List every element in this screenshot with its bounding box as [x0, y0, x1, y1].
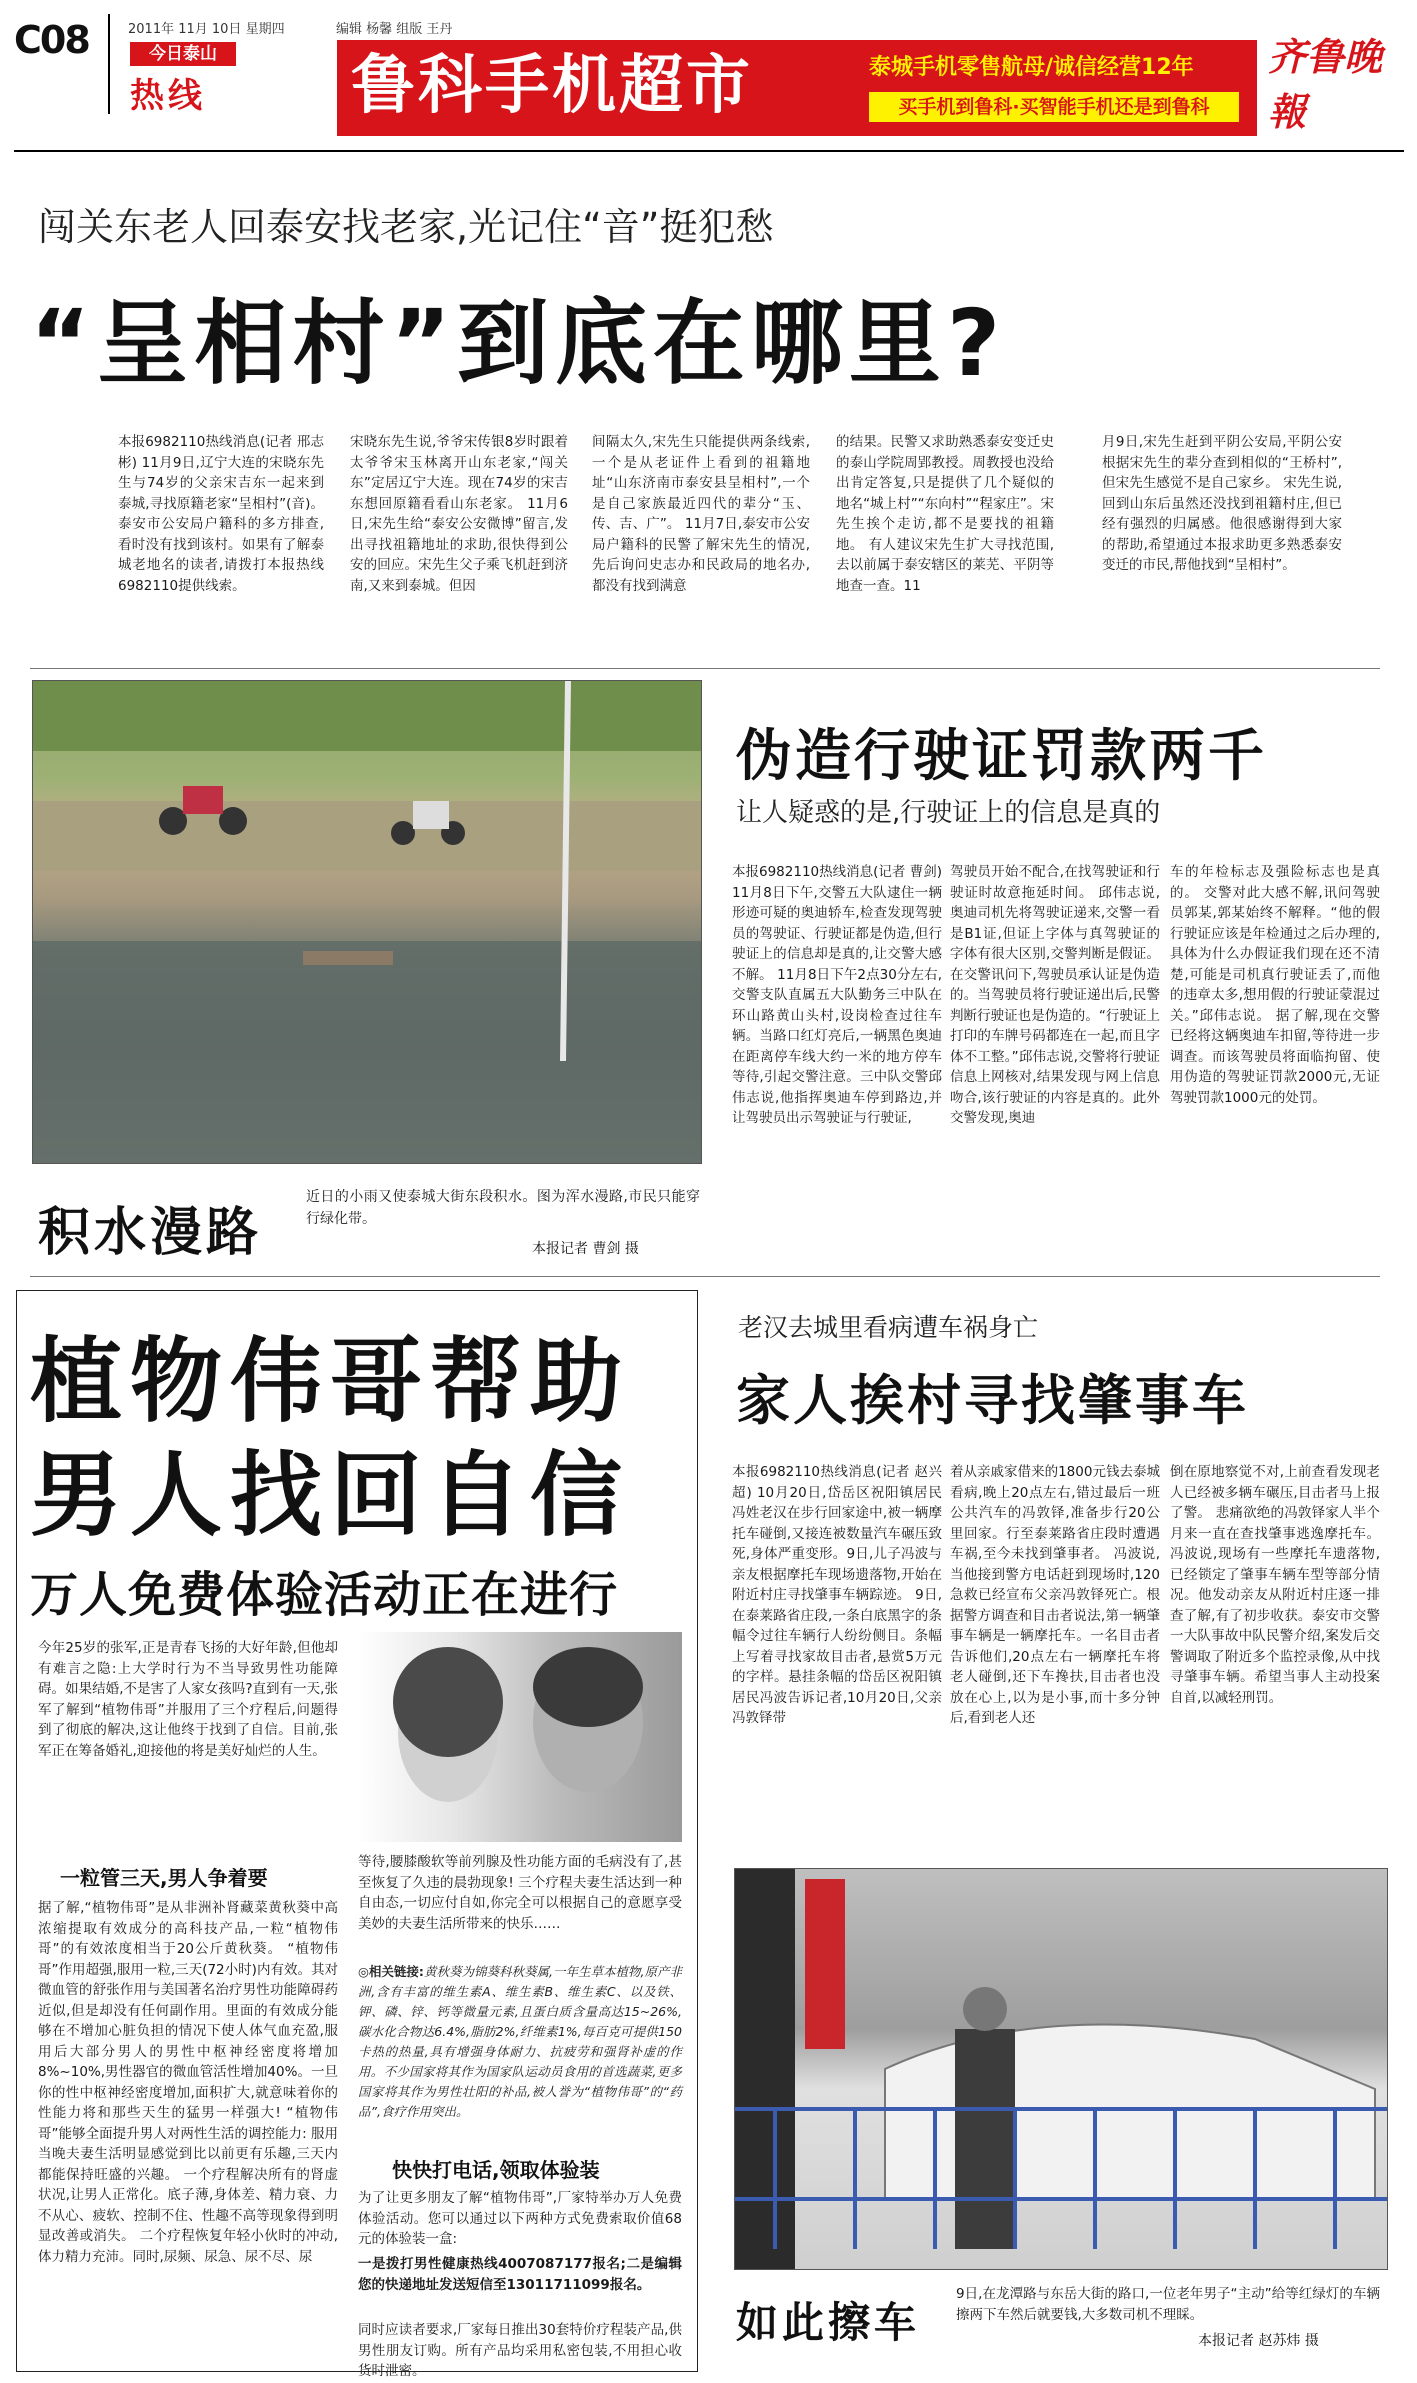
story2-column-2: 驾驶员开始不配合,在找驾驶证和行驶证时故意拖延时间。 邱伟志说,奥迪司机先将驾驶证递来,交警一看是B1证,但证上字体与真驾驶证的字体有很大区别,交警判断是假证。在交警讯问下,驾驶员承认证是伪造的。当驾驶员将行驶证递出后,民警判断行驶证也是伪造的。“行驶证上打印的车牌号码都连在一起,而且字体不工整。”邱伟志说,交警将行驶证信息上网核对,结果发现与网上信息吻合,该行驶证的内容是真的。此外交警发现,奥迪 — [950, 864, 1160, 1126]
ad-subhead-1: 一粒管三天,男人争着要 — [60, 1866, 268, 1890]
link-text: 黄秋葵为锦葵科秋葵属,一年生草本植物,原产非洲,含有丰富的维生素A、维生素B、维生素C、以及铁、钾、磷、锌、钙等微量元素,且蛋白质含量高达15~26%,碳水化合物达6.4%,脂肪2%,纤维素1%,每百克可提供150卡热的热量,具有增强身体耐力、抗疲劳和强肾补虚的作用。不少国家将其作为国家队运动员食用的首选蔬菜,更多国家将其作为男性壮阳的补品,被人誉为“植物伟哥”的“药品”,食疗作用突出。 — [358, 1964, 682, 2119]
story1-kicker: 闯关东老人回泰安找老家,光记住“音”挺犯愁 — [38, 205, 774, 249]
story1-column-2: 宋晓东先生说,爷爷宋传银8岁时跟着太爷爷宋玉林离开山东老家,“闯关东”定居辽宁大连。现在74岁的宋吉东想回原籍看看山东老家。 11月6日,宋先生给“泰安公安微博”留言,发出寻找祖籍地址的求助,很快得到公安的回应。宋先生父子乘飞机赶到济南,又来到泰城。但因 — [350, 434, 568, 594]
editor-line: 编辑 杨馨 组版 王丹 — [336, 22, 453, 37]
header-bottom-rule — [14, 150, 1404, 152]
photo2-caption-text: 9日,在龙潭路与东岳大街的路口,一位老年男子“主动”给等红绿灯的车辆擦两下车然后就要钱,大多数司机不理睬。 — [956, 2286, 1380, 2323]
section-label: 今日泰山 — [130, 42, 236, 66]
couple-photo — [358, 1632, 682, 1842]
story2-headline: 伪造行驶证罚款两千 — [736, 724, 1267, 789]
story1-column-1: 本报6982110热线消息(记者 邢志彬) 11月9日,辽宁大连的宋晓东先生与74岁的父亲宋吉东一起来到泰城,寻找原籍老家“呈相村”(音)。泰安市公安局户籍科的多方排查,看时没有找到该村。如果有了解泰城老地名的读者,请拨打本报热线6982110提供线索。 — [118, 434, 324, 594]
header-divider — [108, 14, 110, 114]
story3-column-1: 本报6982110热线消息(记者 赵兴超) 10月20日,岱岳区祝阳镇居民冯姓老汉在步行回家途中,被一辆摩托车碰倒,又接连被数量汽车碾压致死,身体严重变形。9日,儿子冯波与亲友根据摩托车现场遗落物,开始在附近村庄寻找肇事车辆踪迹。 9日,在泰莱路省庄段,一条白底黑字的条幅令过往车辆行人纷纷侧目。条幅上写着寻找家故目击者,悬赏5万元的字样。悬挂条幅的岱岳区祝阳镇居民冯波告诉记者,10月20日,父亲冯敦铎带 — [732, 1464, 942, 1726]
ad-body: 据了解,“植物伟哥”是从非洲补肾藏菜黄秋葵中高浓缩提取有效成分的高科技产品,一粒“植物伟哥”的有效浓度相当于20公斤黄秋葵。 “植物伟哥”作用超强,服用一粒,三天(72小时)内有效。其对微血管的舒张作用与美国著名治疗男性功能障碍药近似,但是却没有任何副作用。里面的有效成分能够在不增加心脏负担的情况下使人体气血充盈,服用后大部分男人的男性中枢神经密度将增加8%~10%,男性器官的微血管活性增加40%。一旦你的性中枢神经密度增加,面积扩大,就意味着你的性能力将和那些天生的猛男一样强大! “植物伟哥”能够全面提升男人对两性生活的调控能力: 服用当晚夫妻生活明显感觉到比以前更有乐趣,三天内都能保持旺盛的兴趣。 一个疗程解决所有的肾虚状况,让男人正常化。底子薄,身体差、精力衰、力不从心、疲软、控制不住、性趣不高等现象得到明显改善或消失。 二个疗程恢复年轻小伙时的冲动,体力精力充沛。同时,尿频、尿急、尿不尽、尿 — [38, 1900, 338, 2265]
ad-contact-1: 一是拨打男性健康热线4007087177报名;二是编辑您的快递地址发送短信至13011711099报名。 — [358, 2256, 682, 2293]
ad-subhead: 万人免费体验活动正在进行 — [30, 1567, 619, 1623]
story2-column-3: 车的年检标志及强险标志也是真的。 交警对此大感不解,讯问驾驶员郭某,郭某始终不解释。“他的假行驶证应该是年检通过之后办理的,具体为什么办假证我们现在还不清楚,可能是司机真行驶证丢了,而他的违章太多,想用假的行驶证蒙混过关。”邱伟志说。 据了解,现在交警已经将这辆奥迪车扣留,等待进一步调查。而该驾驶员将面临拘留、使用伪造的驾驶证罚款2000元,无证驾驶罚款1000元的处罚。 — [1170, 864, 1380, 1106]
photo-illustration — [33, 681, 701, 1163]
story3-column-3: 倒在原地察觉不对,上前查看发现老人已经被多辆车碾压,目击者马上报了警。 悲痛欲绝的冯敦铎家人半个月来一直在查找肇事逃逸摩托车。冯波说,现场有一些摩托车遗落物,已经锁定了肇事车辆车型等部分情况。他发动亲友从附近村庄逐一排查了解,有了初步收获。泰安市交警一大队事故中队民警介绍,案发后交警调取了附近多个监控录像,从中找寻肇事车辆。希望当事人主动投案自首,以减轻刑罚。 — [1170, 1464, 1380, 1706]
ad-slogan: 泰城手机零售航母/诚信经营12年 — [869, 55, 1194, 80]
ad-title: 鲁科手机超市 — [351, 49, 753, 123]
story1-column-5: 月9日,宋先生赶到平阴公安局,平阴公安根据宋先生的辈分查到相似的“王桥村”,但宋先生感觉不是自己家乡。 宋先生说,回到山东后虽然还没找到祖籍村庄,但已经有强烈的归属感。他很感谢得到大家的帮助,希望通过本报求助更多熟悉泰安变迁的市民,帮他找到“呈相村”。 — [1102, 434, 1342, 573]
story1-bottom-rule — [30, 668, 1380, 669]
car-wiping-photo — [734, 1868, 1388, 2270]
story1-headline: “呈相村”到底在哪里? — [30, 290, 1007, 397]
ad-subhead-2: 快快打电话,领取体验装 — [392, 2158, 600, 2182]
date-line: 2011年 11月 10日 星期四 — [128, 22, 285, 37]
car-illustration — [735, 1869, 1387, 2269]
ad-col2b: 为了让更多朋友了解“植物伟哥”,厂家特举办万人免费体验活动。您可以通过以下两种方式免费索取价值68元的体验装一盒: — [358, 2190, 682, 2247]
photo2-credit: 本报记者 赵苏炜 摄 — [1198, 2333, 1319, 2349]
story1-column-3: 间隔太久,宋先生只能提供两条线索,一个是从老证件上看到的祖籍地址“山东济南市泰安县呈相村”,一个是自己家族最近四代的辈分“玉、传、吉、广”。 11月7日,泰安市公安局户籍科的民警了解宋先生的情况,先后询问史志办和民政局的地名办,都没有找到满意 — [592, 434, 810, 594]
ad-related-link — [358, 1962, 682, 2142]
photo1-caption-title: 积水漫路 — [38, 1203, 263, 1263]
newspaper-masthead: 齐鲁晚報 — [1268, 34, 1383, 134]
story3-column-2: 着从亲戚家借来的1800元钱去泰城看病,晚上20点左右,错过最后一班公共汽车的冯敦铎,准备步行20公里回家。行至泰莱路省庄段时遭遇车祸,至今未找到肇事者。 冯波说,当他接到警方电话赶到现场时,120急救已经宣布父亲冯敦铎死亡。根据警方调查和目击者说法,第一辆肇事车辆是一辆摩托车。一名目击者告诉他们,20点左右一辆摩托车将老人碰倒,还下车搀扶,目击者也没放在心上,以为是小事,而十多分钟后,看到老人还 — [950, 1464, 1160, 1726]
flooded-road-photo — [32, 680, 702, 1164]
middle-rule — [30, 1276, 1380, 1277]
photo2-caption-title: 如此擦车 — [736, 2298, 921, 2347]
page-number: C08 — [14, 18, 89, 62]
ad-headline-line1: 植物伟哥帮助 — [30, 1328, 631, 1435]
story2-column-1: 本报6982110热线消息(记者 曹剑) 11月8日下午,交警五大队逮住一辆形迹可疑的奥迪轿车,检查发现驾驶员的驾驶证、行驶证都是伪造,但行驶证上的信息却是真的,让交警大感不解。 11月8日下午2点30分左右,交警支队直属五大队勤务三中队在环山路黄山头村,设岗检查过往车辆。当路口红灯亮后,一辆黑色奥迪在距离停车线大约一米的地方停车等待,引起交警注意。三中队交警邱伟志说,他指挥奥迪车停到路边,并让驾驶员出示驾驶证与行驶证, — [732, 864, 942, 1126]
ad-contact-2: 同时应读者要求,厂家每日推出30套特价疗程装产品,供男性朋友订购。所有产品均采用私密包装,不用担心收货时泄密。 — [358, 2322, 682, 2379]
ad-headline-line2: 男人找回自信 — [30, 1442, 631, 1549]
story1-column-4: 的结果。民警又求助熟悉泰安变迁史的泰山学院周郢教授。周教授也没给出肯定答复,只是提供了几个疑似的地名“城上村”“东向村”“程家庄”。宋先生挨个走访,都不是要找的祖籍地。 有人建议宋先生扩大寻找范围,去以前属于泰安辖区的莱芜、平阴等地查一查。11 — [836, 434, 1054, 594]
story3-headline: 家人挨村寻找肇事车 — [736, 1369, 1249, 1432]
header-ad-banner[interactable] — [337, 40, 1257, 136]
story3-kicker: 老汉去城里看病遭车祸身亡 — [738, 1313, 1039, 1342]
couple-illustration — [358, 1632, 682, 1842]
ad-col2-text: 等待,腰膝酸软等前列腺及性功能方面的毛病没有了,甚至恢复了久违的晨勃现象! 三个疗程夫妻生活达到一种自由态,一切应付自如,你完全可以根据自己的意愿享受美妙的夫妻生活所带来的快乐…… — [358, 1854, 682, 1932]
ad-intro: 今年25岁的张军,正是青春飞扬的大好年龄,但他却有难言之隐:上大学时行为不当导致男性功能障碍。如果结婚,不是害了人家女孩吗?直到有一天,张军了解到“植物伟哥”并服用了三个疗程后,问题得到了彻底的解决,这让他终于找到了自信。目前,张军正在筹备婚礼,迎接他的将是美好灿烂的人生。 — [38, 1640, 338, 1759]
link-label: ◎相关链接: — [358, 1964, 424, 1979]
ad-tagline: 买手机到鲁科·买智能手机还是到鲁科 — [869, 92, 1239, 122]
section-name: 热线 — [130, 76, 206, 116]
story2-subhead: 让人疑惑的是,行驶证上的信息是真的 — [736, 798, 1161, 828]
photo1-caption-text: 近日的小雨又使泰城大街东段积水。图为浑水漫路,市民只能穿行绿化带。 — [306, 1189, 700, 1227]
photo1-credit: 本报记者 曹剑 摄 — [532, 1241, 639, 1257]
